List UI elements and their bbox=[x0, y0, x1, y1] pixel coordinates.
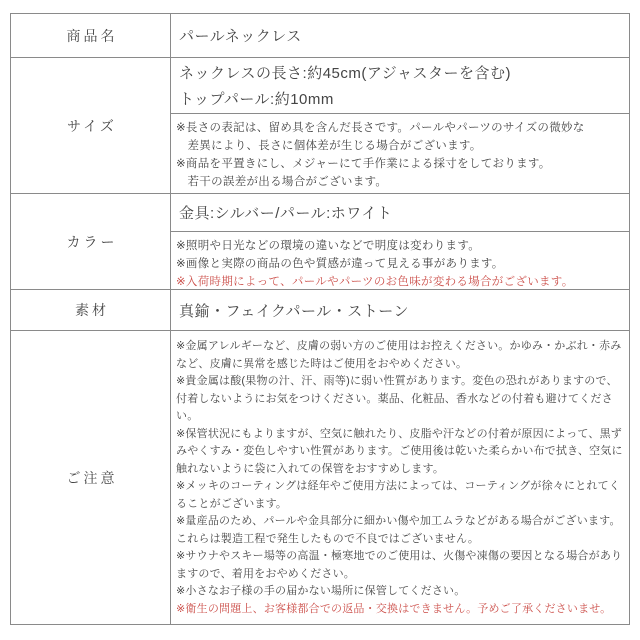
color-notes bbox=[171, 232, 629, 291]
row-color bbox=[11, 194, 629, 290]
color-label: カラー bbox=[11, 194, 171, 289]
size-note1-line2: 差異により、長さに個体差が生じる場合がございます。 bbox=[187, 140, 482, 152]
product-spec-table bbox=[10, 13, 630, 625]
size-value bbox=[171, 58, 629, 114]
caution-note1: ※金属アレルギーなど、皮膚の弱い方のご使用はお控えください。かゆみ・かぶれ・赤みなど、皮膚に異常を感じた時はご使用をおやめください。 bbox=[176, 340, 622, 370]
material-label: 素材 bbox=[11, 290, 171, 330]
size-value-line2: トップパール:約10mm bbox=[179, 91, 334, 108]
size-note2-line2: 若干の誤差が出る場合がございます。 bbox=[187, 176, 388, 188]
product-name-label: 商品名 bbox=[11, 14, 171, 57]
size-value-line1: ネックレスの長さ:約45cm(アジャスターを含む) bbox=[179, 65, 511, 82]
size-note1-line1: ※長さの表記は、留め具を含んだ長さです。パールやパーツのサイズの微妙な bbox=[176, 122, 585, 134]
caution-note4: ※メッキのコーティングは経年やご使用方法によっては、コーティングが徐々にとれてくることがございます。 bbox=[176, 480, 621, 510]
caution-note3: ※保管状況にもよりますが、空気に触れたり、皮脂や汗などの付着が原因によって、黒ずみやくすみ・変色しやすい性質があります。ご使用後は乾いた柔らかい布で拭き、空気に触れないように袋に入れての保管をおすすめします。 bbox=[176, 427, 623, 475]
caution-note2: ※貴金属は酸(果物の汁、汗、雨等)に弱い性質があります。変色の恐れがありますので、付着しないようにお気をつけください。薬品、化粧品、香水などの付着も避けてください。 bbox=[176, 375, 618, 422]
material-value: 真鍮・フェイクパール・ストーン bbox=[179, 302, 409, 320]
caution-note5: ※量産品のため、パールや金具部分に細かい傷や加工ムラなどがある場合がございます。これらは製造工程で発生したもので不良ではございません。 bbox=[176, 515, 621, 545]
caution-note6: ※サウナやスキー場等の高温・極寒地でのご使用は、火傷や凍傷の要因となる場合がありますので、着用をおやめください。 bbox=[176, 550, 623, 580]
caution-note8-red: ※衛生の問題上、お客様都合での返品・交換はできません。予めご了承くださいませ。 bbox=[176, 602, 612, 615]
caution-note7: ※小さなお子様の手の届かない場所に保管してください。 bbox=[176, 585, 466, 597]
color-value: 金具:シルバー/パール:ホワイト bbox=[171, 194, 629, 232]
size-note2-line1: ※商品を平置きにし、メジャーにて手作業による採寸をしております。 bbox=[176, 158, 551, 170]
row-caution bbox=[11, 331, 629, 624]
row-size bbox=[11, 58, 629, 194]
size-label: サイズ bbox=[11, 58, 171, 193]
row-product-name bbox=[11, 14, 629, 58]
color-note3-red: ※入荷時期によって、パールやパーツのお色味が変わる場合がございます。 bbox=[176, 276, 574, 288]
caution-notes bbox=[171, 331, 629, 624]
color-note2: ※画像と実際の商品の色や質感が違って見える事があります。 bbox=[176, 258, 504, 270]
product-name-value: パールネックレス bbox=[179, 28, 302, 45]
color-note1: ※照明や日光などの環境の違いなどで明度は変わります。 bbox=[176, 240, 481, 252]
size-notes bbox=[171, 114, 629, 193]
row-material bbox=[11, 290, 629, 331]
caution-label: ご注意 bbox=[11, 331, 171, 624]
